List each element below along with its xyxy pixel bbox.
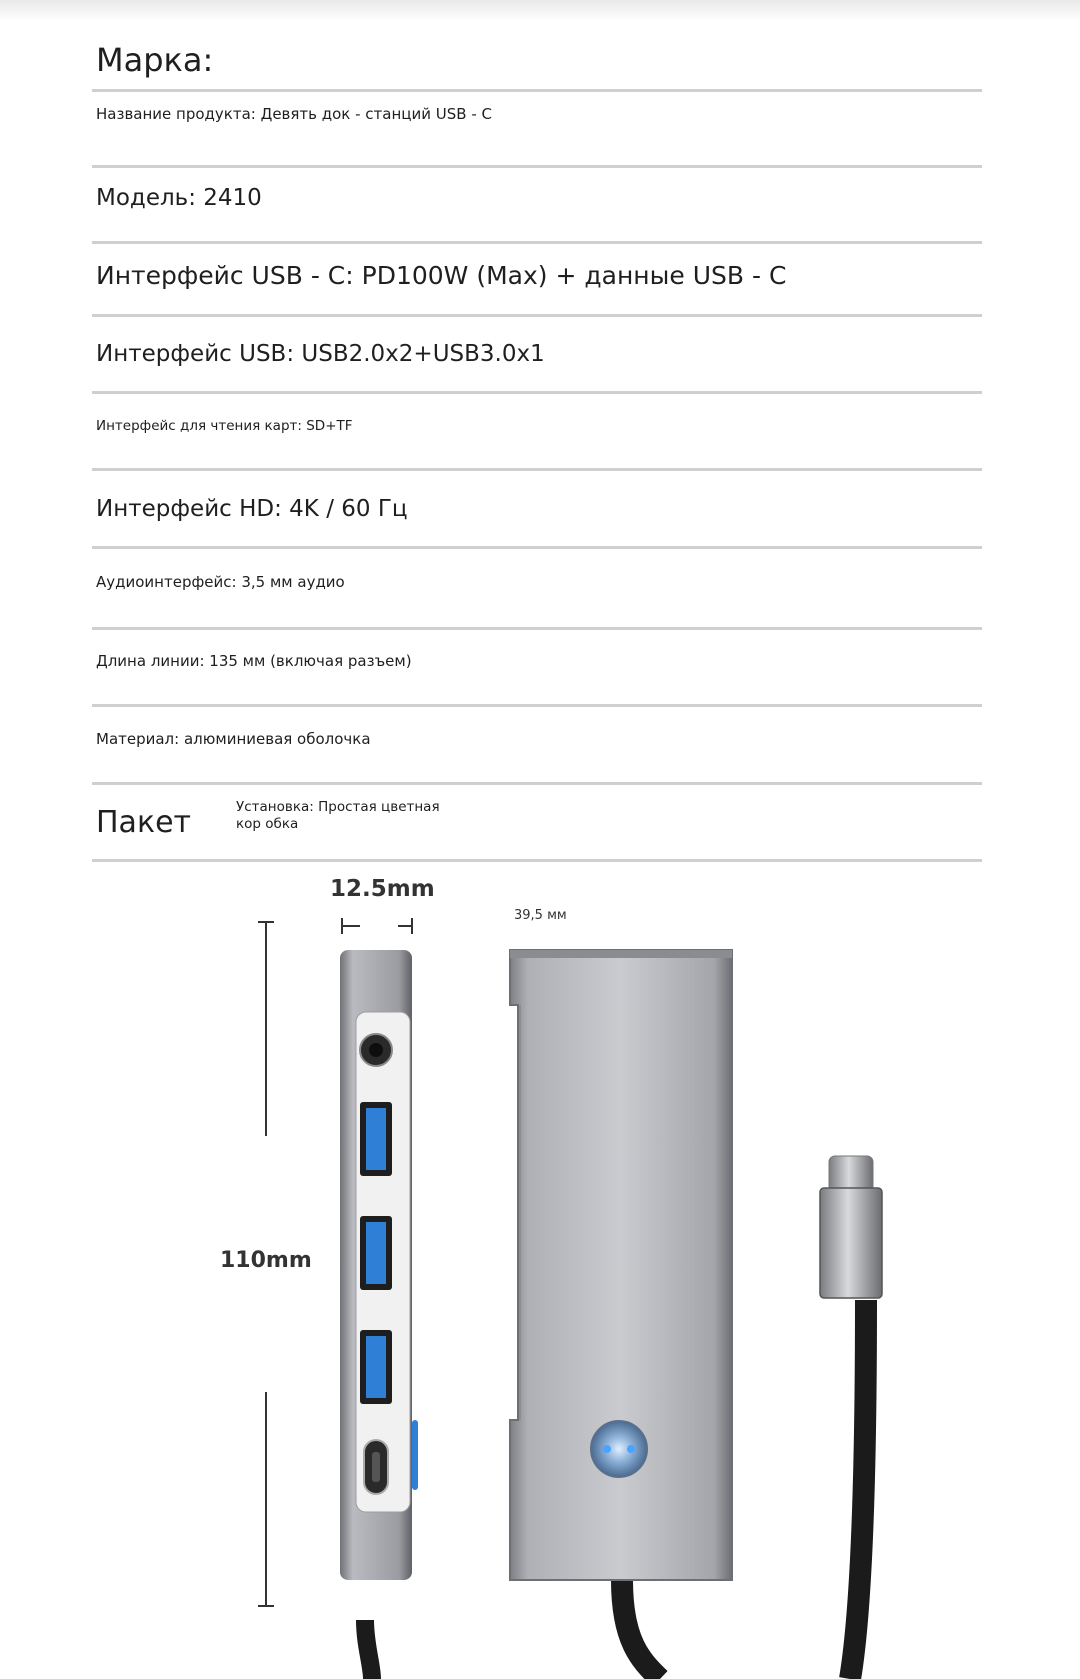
length-dimension-label: 110mm (220, 1248, 312, 1273)
audio-jack-port (360, 1034, 392, 1066)
usb-c-port (364, 1440, 388, 1494)
width-dimension-label: 39,5 мм (514, 908, 567, 923)
hub-side-view (340, 950, 418, 1679)
audio-text: Аудиоинтерфейс: 3,5 мм аудио (96, 573, 345, 591)
thickness-dimension-marks (342, 918, 412, 934)
model-text: Модель: 2410 (96, 184, 262, 211)
length-dimension-marks (258, 922, 274, 1606)
product-name-text: Название продукта: Девять док - станций USB - C (96, 104, 492, 123)
usb-c-plug (820, 1156, 882, 1298)
material-text: Материал: алюминиевая оболочка (96, 729, 371, 748)
usb-a-port-1 (360, 1102, 392, 1176)
usb-a-port-3 (360, 1330, 392, 1404)
package-title: Пакет (96, 804, 191, 840)
hub-front-view (510, 950, 866, 1679)
usb-a-port-2 (360, 1216, 392, 1290)
thickness-dimension-label: 12.5mm (330, 876, 435, 902)
brand-label: Марка: (96, 40, 214, 79)
usb-c-text: Интерфейс USB - C: PD100W (Max) + данные USB - C (96, 260, 787, 290)
led-indicator (591, 1421, 647, 1477)
card-reader-text: Интерфейс для чтения карт: SD+TF (96, 418, 353, 434)
cable-length-text: Длина линии: 135 мм (включая разъем) (96, 652, 412, 670)
package-note: Установка: Простая цветная кор обка (236, 799, 440, 832)
hd-text: Интерфейс HD: 4K / 60 Гц (96, 495, 408, 522)
usb-text: Интерфейс USB: USB2.0x2+USB3.0x1 (96, 341, 545, 367)
